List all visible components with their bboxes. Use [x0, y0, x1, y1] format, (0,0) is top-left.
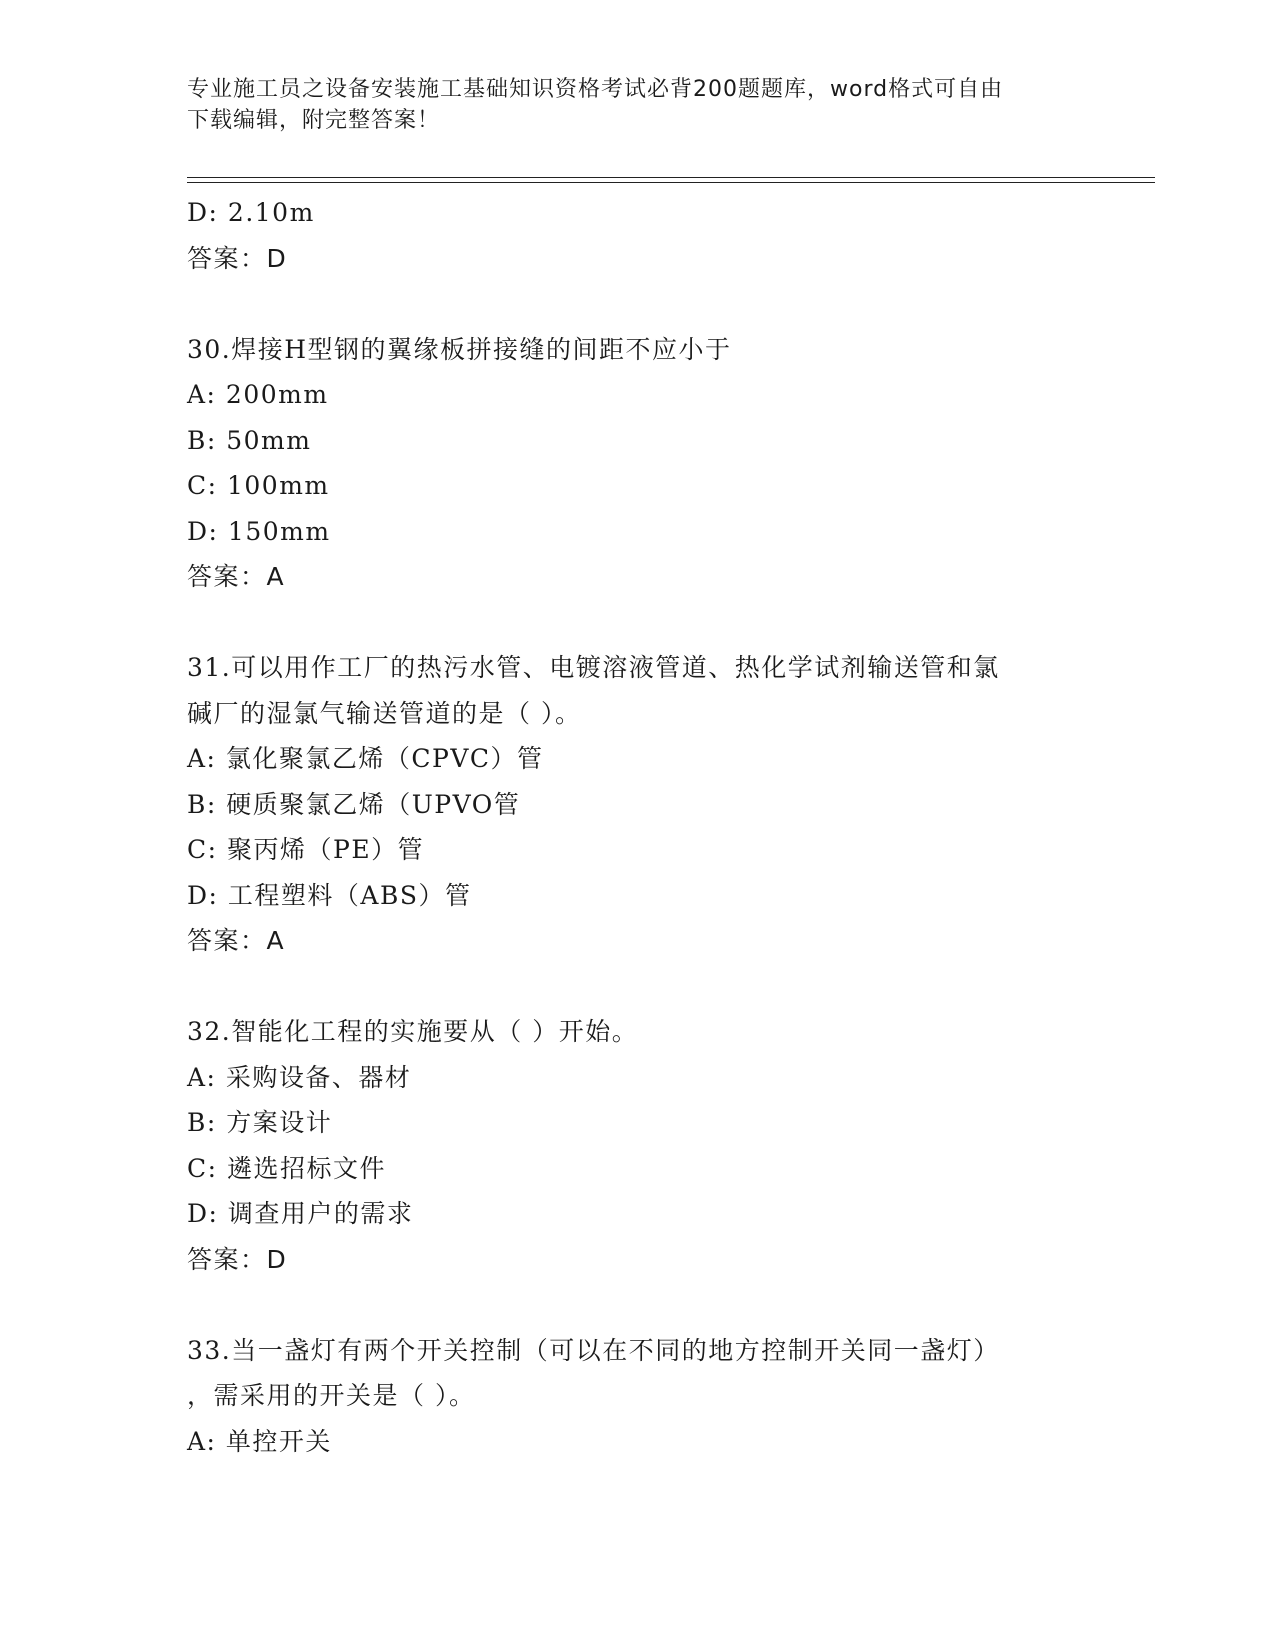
- answer-line: 答案：A: [187, 562, 286, 591]
- option-line: B: 方案设计: [187, 1108, 333, 1137]
- option-line: C: 聚丙烯（PE）管: [187, 835, 425, 864]
- option-line: D: 调查用户的需求: [187, 1199, 414, 1228]
- option-line: C: 100mm: [187, 471, 330, 500]
- answer-line: 答案：A: [187, 926, 286, 955]
- option-line: D: 2.10m: [187, 198, 315, 227]
- option-line: A: 氯化聚氯乙烯（CPVC）管: [187, 744, 544, 773]
- spacer: [187, 281, 1155, 327]
- option-line: C: 遴选招标文件: [187, 1153, 386, 1183]
- document-page: [187, 0, 1155, 1650]
- option-line: A: 200mm: [187, 380, 329, 409]
- page-header: [187, 74, 1067, 136]
- option-line: B: 硬质聚氯乙烯（UPVO管: [187, 789, 521, 819]
- spacer: [187, 600, 1155, 646]
- question-text: 30.焊接H型钢的翼缘板拼接缝的间距不应小于: [187, 334, 732, 364]
- header-line-1: 专业施工员之设备安装施工基础知识资格考试必背200题题库，word格式可自由: [187, 77, 1004, 102]
- spacer: [187, 1282, 1155, 1328]
- option-line: B: 50mm: [187, 425, 312, 455]
- answer-line: 答案：D: [187, 243, 288, 273]
- question-text: 碱厂的湿氯气输送管道的是（ ）。: [187, 698, 582, 728]
- question-text: 32.智能化工程的实施要从（ ）开始。: [187, 1017, 639, 1046]
- header-rule-top: [187, 177, 1155, 178]
- question-list: [187, 190, 1155, 1464]
- question-text: 31.可以用作工厂的热污水管、电镀溶液管道、热化学试剂输送管和氯: [187, 653, 1000, 682]
- header-rule-bottom: [187, 182, 1155, 183]
- question-text: ，需采用的开关是（ ）。: [187, 1381, 476, 1410]
- option-line: D: 150mm: [187, 516, 331, 546]
- answer-line: 答案：D: [187, 1244, 288, 1274]
- header-line-2: 下载编辑，附完整答案！: [187, 108, 441, 133]
- option-line: A: 采购设备、器材: [187, 1062, 412, 1092]
- question-text: 33.当一盏灯有两个开关控制（可以在不同的地方控制开关同一盏灯）: [187, 1335, 1000, 1365]
- option-line: D: 工程塑料（ABS）管: [187, 880, 472, 910]
- spacer: [187, 964, 1155, 1010]
- option-line: A: 单控开关: [187, 1426, 332, 1456]
